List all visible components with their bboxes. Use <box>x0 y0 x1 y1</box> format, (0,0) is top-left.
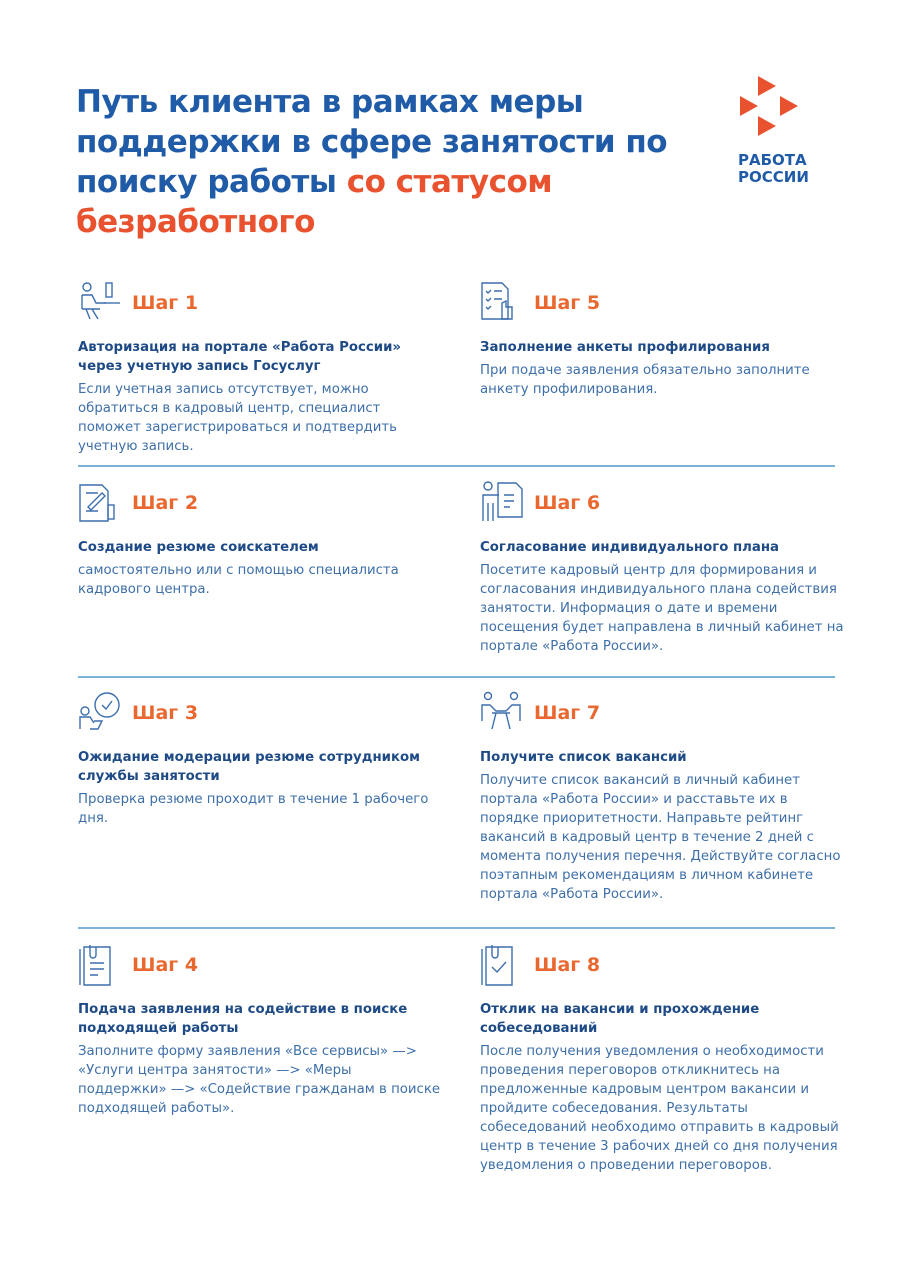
step-6 <box>480 480 845 656</box>
step-1 <box>78 280 443 456</box>
step-number: Шаг 4 <box>132 954 199 976</box>
checklist-icon <box>480 281 524 325</box>
waiting-clock-icon <box>78 691 122 735</box>
person-at-computer-icon <box>78 281 122 325</box>
step-number: Шаг 1 <box>132 292 199 314</box>
step-title: Ожидание модерации резюме сотрудником службы занятости <box>78 750 420 784</box>
step-number: Шаг 3 <box>132 702 199 724</box>
step-title: Авторизация на портале «Работа России» через учетную запись Госуслуг <box>78 340 402 374</box>
step-description: самостоятельно или с помощью специалиста кадрового центра. <box>78 563 399 597</box>
step-number: Шаг 7 <box>534 702 601 724</box>
step-title: Заполнение анкеты профилирования <box>480 340 770 355</box>
step-number: Шаг 8 <box>534 954 601 976</box>
meeting-icon <box>480 691 524 735</box>
resume-edit-icon <box>78 481 122 525</box>
step-5 <box>480 280 845 399</box>
step-8 <box>480 942 845 1175</box>
rabota-rossii-logo <box>738 74 848 194</box>
step-description: Получите список вакансий в личный кабинет портала «Работа России» и расставьте их в порядке приоритетности. Направьте рейтинг вакансий в кадровый центр в течение 2 дней с момента получения перечня. Действуйте согласно поэтапным рекомендациям в личном кабинете портала «Работа России». <box>480 773 841 902</box>
logo-arrows-icon <box>738 74 808 144</box>
step-description: Посетите кадровый центр для формирования и согласования индивидуального плана содействия занятости. Информация о дате и времени посещения будет направлена в личный кабинет на портале «Работа России». <box>480 563 844 654</box>
step-description: Проверка резюме проходит в течение 1 рабочего дня. <box>78 792 429 826</box>
step-description: Заполните форму заявления «Все сервисы» —> «Услуги центра занятости» —> «Меры поддержки» —> «Содействие гражданам в поиске подходящей работы». <box>78 1044 441 1116</box>
step-description: После получения уведомления о необходимости проведения переговоров откликнитесь на предложенные кадровым центром вакансии и пройдите собеседования. Результаты собеседований необходимо отправить в кадровый центр в течение 3 рабочих дней со дня получения уведомления о проведении переговоров. <box>480 1044 839 1173</box>
checked-document-icon <box>480 943 524 987</box>
divider <box>78 927 835 929</box>
logo-text-line1: РАБОТА <box>738 151 807 169</box>
logo-text-line2: РОССИИ <box>738 168 809 186</box>
step-title: Создание резюме соискателем <box>78 540 319 555</box>
step-number: Шаг 2 <box>132 492 199 514</box>
step-description: При подаче заявления обязательно заполните анкету профилирования. <box>480 363 810 397</box>
step-description: Если учетная запись отсутствует, можно обратиться в кадровый центр, специалист поможет зарегистрироваться и подтвердить учетную запись. <box>78 382 397 454</box>
logo-text <box>738 152 809 186</box>
application-document-icon <box>78 943 122 987</box>
step-7 <box>480 690 845 904</box>
divider <box>78 465 835 467</box>
presenter-plan-icon <box>480 481 524 525</box>
step-title: Согласование индивидуального плана <box>480 540 780 555</box>
step-title: Отклик на вакансии и прохождение собеседований <box>480 1002 760 1036</box>
divider <box>78 676 835 678</box>
step-number: Шаг 5 <box>534 292 601 314</box>
step-title: Получите список вакансий <box>480 750 687 765</box>
title-main: Путь клиента в рамках меры поддержки в сфере занятости по поиску работы <box>76 84 668 200</box>
title-accent: со статусом безработного <box>76 164 553 240</box>
step-3 <box>78 690 443 828</box>
step-title: Подача заявления на содействие в поиске подходящей работы <box>78 1002 408 1036</box>
page-title <box>76 82 716 242</box>
step-number: Шаг 6 <box>534 492 601 514</box>
step-2 <box>78 480 443 599</box>
step-4 <box>78 942 443 1118</box>
